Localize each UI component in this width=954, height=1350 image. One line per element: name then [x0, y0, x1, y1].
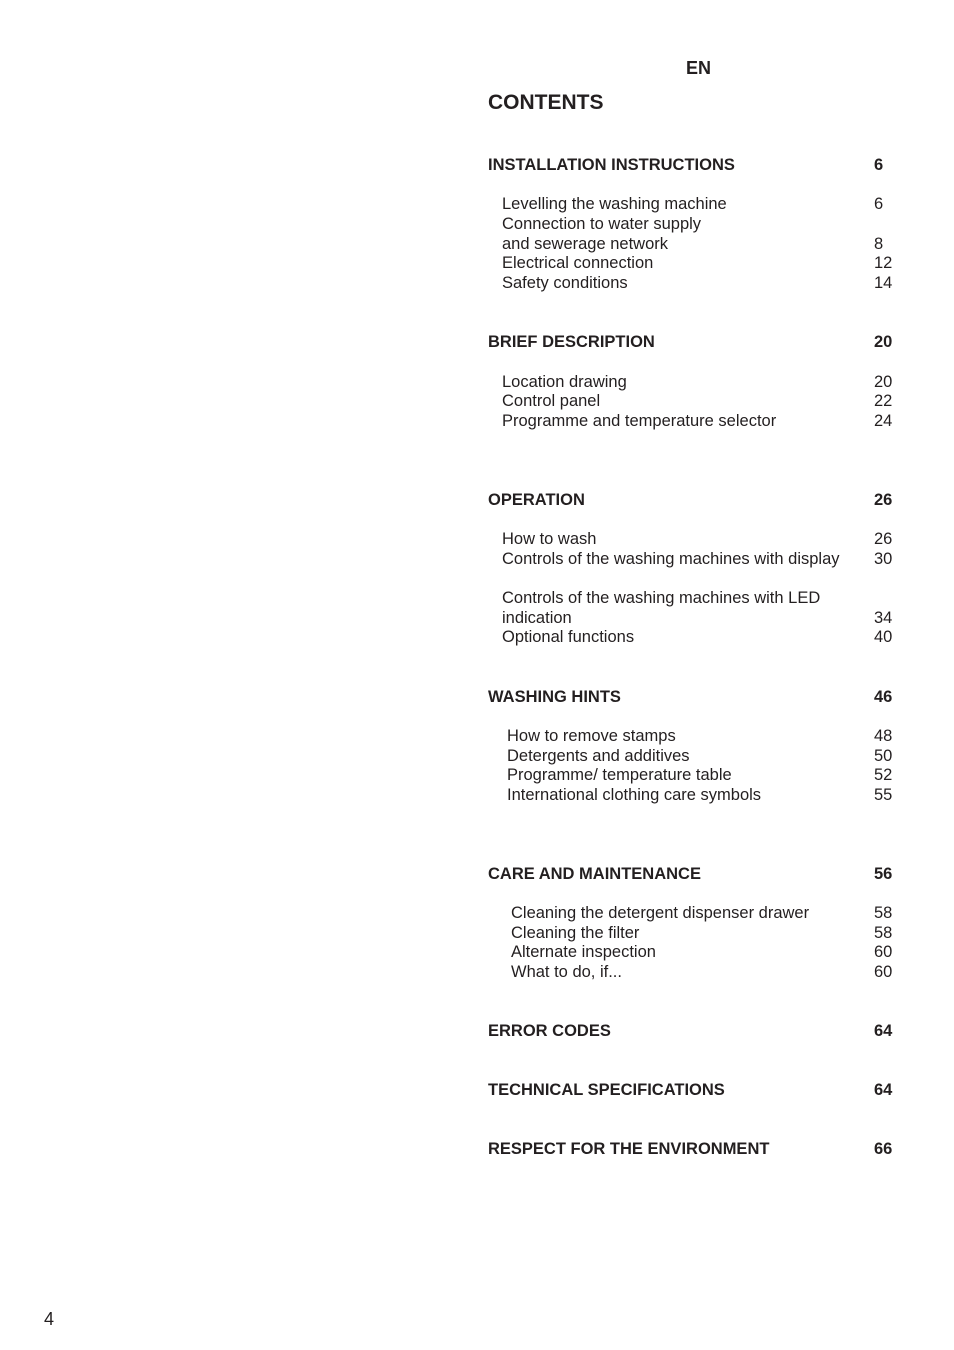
toc-item-page: 22: [874, 392, 893, 410]
toc-section-title: CARE AND MAINTENANCE: [488, 865, 701, 883]
toc-item-page: 48: [874, 727, 893, 745]
toc-item-label: Optional functions: [502, 628, 635, 646]
page-title: CONTENTS: [488, 91, 604, 114]
toc-item-label: Cleaning the detergent dispenser drawer: [511, 904, 810, 922]
toc-item: [488, 627, 894, 647]
toc-item: [488, 923, 894, 943]
toc-item-page: 58: [874, 904, 893, 922]
toc-section-page: 20: [874, 333, 893, 351]
toc-item: [488, 903, 894, 923]
toc-section-technical-specifications: [488, 1080, 894, 1100]
page-number: 4: [44, 1309, 55, 1329]
toc-item-label: Programme/ temperature table: [507, 766, 732, 784]
toc-item-page: 58: [874, 924, 893, 942]
toc-item-page: 24: [874, 412, 893, 430]
toc-item-page: 55: [874, 786, 893, 804]
toc-item-label: Detergents and additives: [507, 747, 690, 765]
toc-section-title: OPERATION: [488, 491, 585, 509]
toc-item-page: 14: [874, 274, 893, 292]
toc-section-page: 26: [874, 491, 893, 509]
toc-item-label: Programme and temperature selector: [502, 412, 777, 430]
toc-item: [488, 549, 894, 569]
toc-item-label: How to wash: [502, 530, 597, 548]
toc-item-page: 34: [874, 609, 893, 627]
toc-item-page: 52: [874, 766, 893, 784]
toc-item: [488, 765, 894, 785]
toc-section-brief-description: [488, 332, 894, 352]
toc-item-page: 60: [874, 943, 893, 961]
toc-item-page: 6: [874, 195, 884, 213]
toc-item-page: 12: [874, 254, 893, 272]
toc-item-label: What to do, if...: [511, 963, 622, 981]
toc-item-page: 26: [874, 530, 893, 548]
toc-section-error-codes: [488, 1021, 894, 1041]
toc-section-operation: [488, 490, 894, 510]
toc-item: [488, 253, 894, 273]
toc-item: [488, 588, 894, 608]
toc-section-title: INSTALLATION INSTRUCTIONS: [488, 156, 735, 174]
toc-item-label: Control panel: [502, 392, 601, 410]
toc-item: [488, 411, 894, 431]
toc-item-page: 60: [874, 963, 893, 981]
toc-item-page: 20: [874, 373, 893, 391]
toc-item-label: Controls of the washing machines with display: [502, 550, 840, 568]
toc-item-page: 30: [874, 550, 893, 568]
toc-item-label: Safety conditions: [502, 274, 628, 292]
toc-item-page: 8: [874, 235, 884, 253]
toc-item: [488, 273, 894, 293]
toc-item: [488, 529, 894, 549]
toc-item-label: Levelling the washing machine: [502, 195, 727, 213]
toc-item-label: Connection to water supply: [502, 215, 702, 233]
toc-section-environment: [488, 1139, 894, 1159]
toc-item: [488, 726, 894, 746]
toc-item: [488, 785, 894, 805]
toc-item: [488, 234, 894, 254]
toc-item-page: 40: [874, 628, 893, 646]
toc-section-page: 64: [874, 1022, 893, 1040]
toc-item: [488, 214, 894, 234]
toc-item: [488, 372, 894, 392]
toc-item-label: Controls of the washing machines with LED: [502, 589, 821, 607]
toc-item: [488, 942, 894, 962]
toc-section-page: 6: [874, 156, 884, 174]
toc-item-label: Location drawing: [502, 373, 627, 391]
toc-section-page: 46: [874, 688, 893, 706]
toc-item-page: 50: [874, 747, 893, 765]
toc-item: [488, 746, 894, 766]
toc-section-page: 66: [874, 1140, 893, 1158]
toc-section-installation: [488, 155, 894, 175]
toc-item: [488, 608, 894, 628]
toc-item: [488, 194, 894, 214]
toc-item-label: indication: [502, 609, 572, 627]
toc-section-title: TECHNICAL SPECIFICATIONS: [488, 1081, 725, 1099]
toc-item-label: Electrical connection: [502, 254, 654, 272]
toc-section-title: ERROR CODES: [488, 1022, 611, 1040]
toc-item-label: and sewerage network: [502, 235, 669, 253]
toc-item-label: Cleaning the filter: [511, 924, 640, 942]
toc-item: [488, 391, 894, 411]
toc-item-label: How to remove stamps: [507, 727, 676, 745]
toc-section-title: RESPECT FOR THE ENVIRONMENT: [488, 1140, 770, 1158]
language-code: EN: [686, 58, 712, 78]
toc-section-washing-hints: [488, 687, 894, 707]
toc-section-page: 64: [874, 1081, 893, 1099]
toc-section-care-maintenance: [488, 864, 894, 884]
toc-item-label: International clothing care symbols: [507, 786, 762, 804]
toc-section-title: WASHING HINTS: [488, 688, 621, 706]
toc-section-page: 56: [874, 865, 893, 883]
toc-item-label: Alternate inspection: [511, 943, 656, 961]
toc-section-title: BRIEF DESCRIPTION: [488, 333, 655, 351]
toc-item: [488, 962, 894, 982]
